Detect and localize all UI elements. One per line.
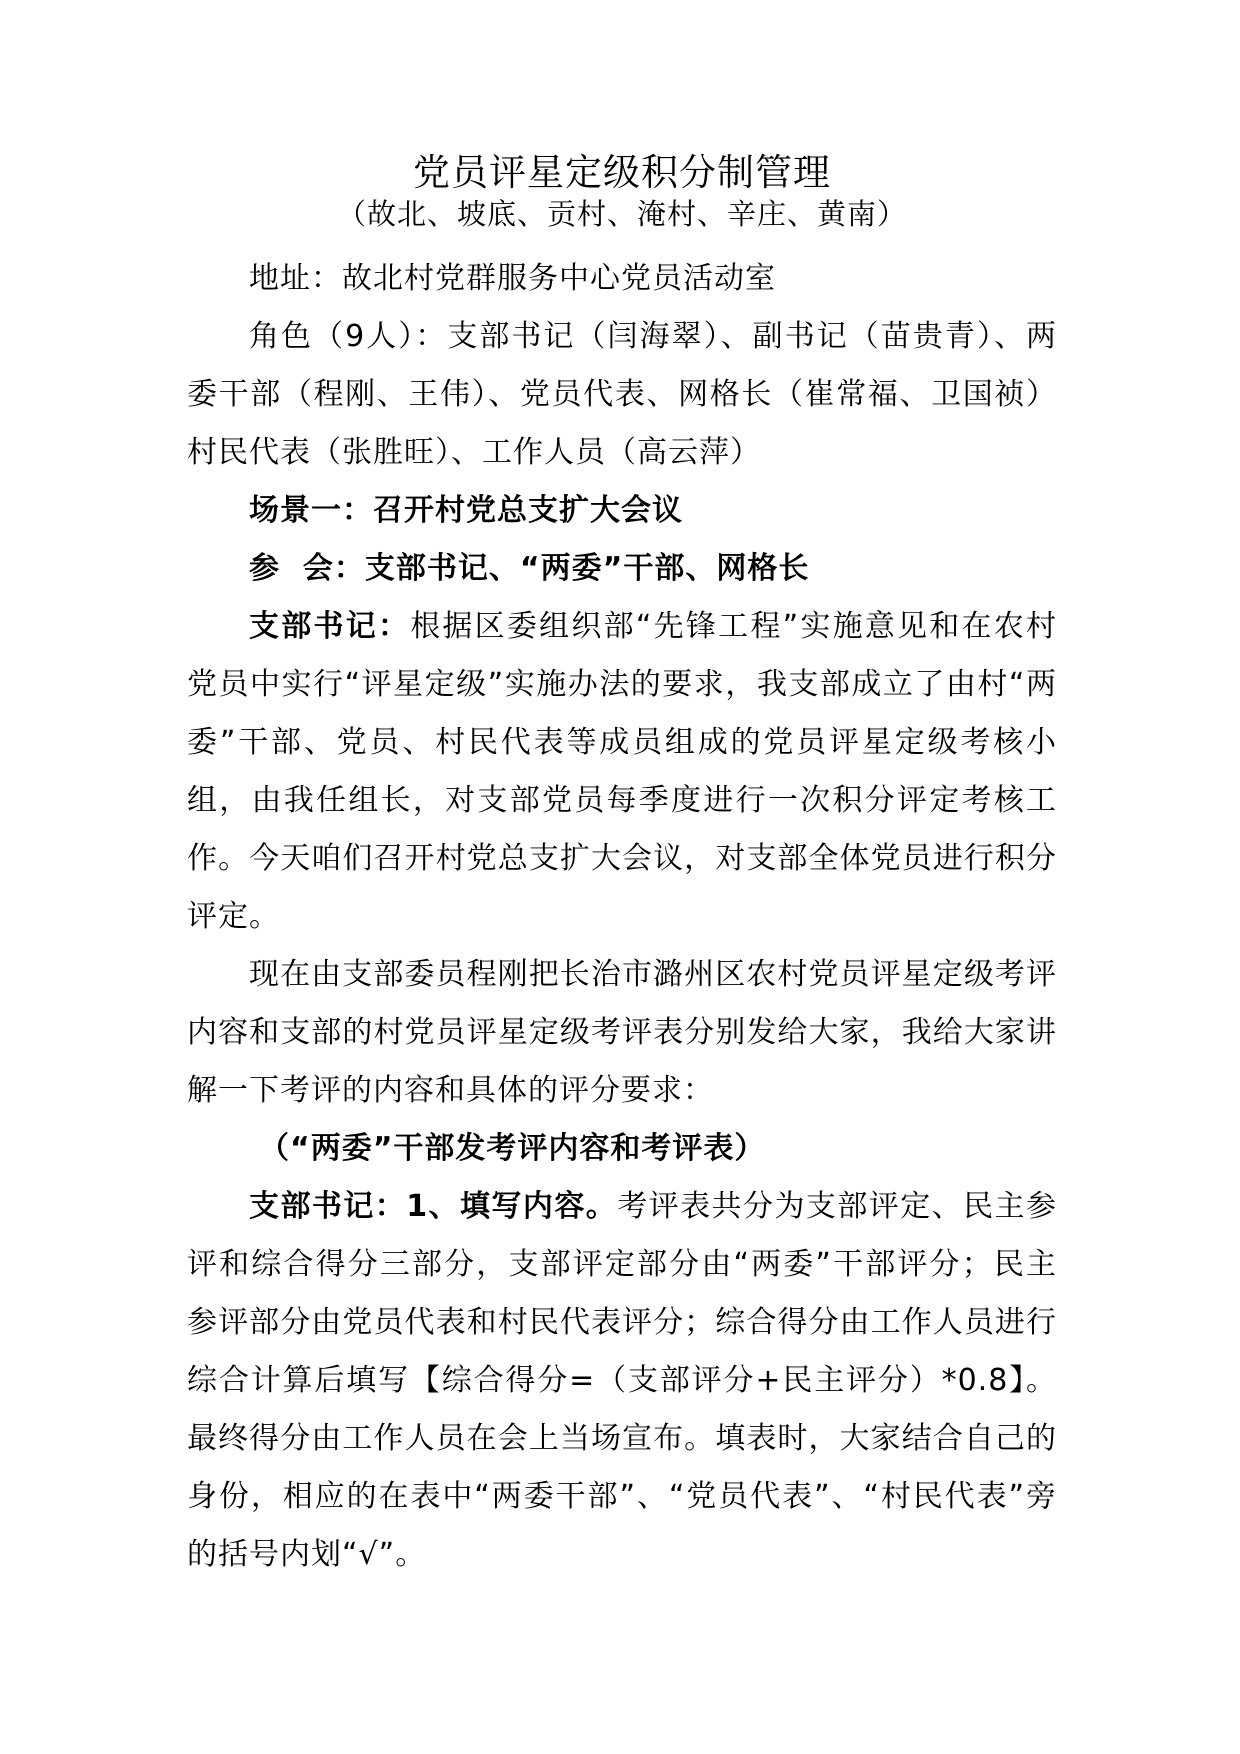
paragraph-text: 考评表共分为支部评定、民主参评和综合得分三部分，支部评定部分由“两委”干部评分；民主参评部分由党员代表和村民代表评分；综合得分由工作人员进行综合计算后填写【综合得分=（支部评分+民主评分）*0.8】。最终得分由工作人员在会上当场宣布。填表时，大家结合自己的身份，相应的在表中“两委干部”、“党员代表”、“村民代表”旁的括号内划“√”。 <box>187 1189 1058 1572</box>
scene-heading: 场景一：召开村党总支扩大会议 <box>249 493 683 528</box>
paragraph-2: 现在由支部委员程刚把长治市潞州区农村党员评星定级考评内容和支部的村党员评星定级考评表分别发给大家，我给大家讲解一下考评的内容和具体的评分要求： <box>187 957 1057 1108</box>
secretary-paragraph-2 <box>187 1178 1057 1584</box>
roles-paragraph: 角色（9人）：支部书记（闫海翠）、副书记（苗贵青）、两委干部（程刚、王伟）、党员代表、网格长（崔常福、卫国祯）村民代表（张胜旺）、工作人员（高云萍） <box>187 319 1057 470</box>
stage-direction: （“两委”干部发考评内容和考评表） <box>259 1131 766 1166</box>
secretary-paragraph-1 <box>187 598 1057 946</box>
speaker-label: 支部书记：1、填写内容。 <box>249 1189 618 1224</box>
speaker-label: 支部书记： <box>249 609 411 644</box>
document-subtitle: （故北、坡底、贡村、淹村、辛庄、黄南） <box>336 197 907 231</box>
document-title: 党员评星定级积分制管理 <box>413 151 831 194</box>
attendees-line: 参 会：支部书记、“两委”干部、网格长 <box>249 551 810 586</box>
document-body <box>187 150 1057 1584</box>
address-line: 地址：故北村党群服务中心党员活动室 <box>249 261 776 296</box>
paragraph-text: 根据区委组织部“先锋工程”实施意见和在农村党员中实行“评星定级”实施办法的要求，我支部成立了由村“两委”干部、党员、村民代表等成员组成的党员评星定级考核小组，由我任组长，对支部党员每季度进行一次积分评定考核工作。今天咱们召开村党总支扩大会议，对支部全体党员进行积分评定。 <box>187 609 1057 934</box>
